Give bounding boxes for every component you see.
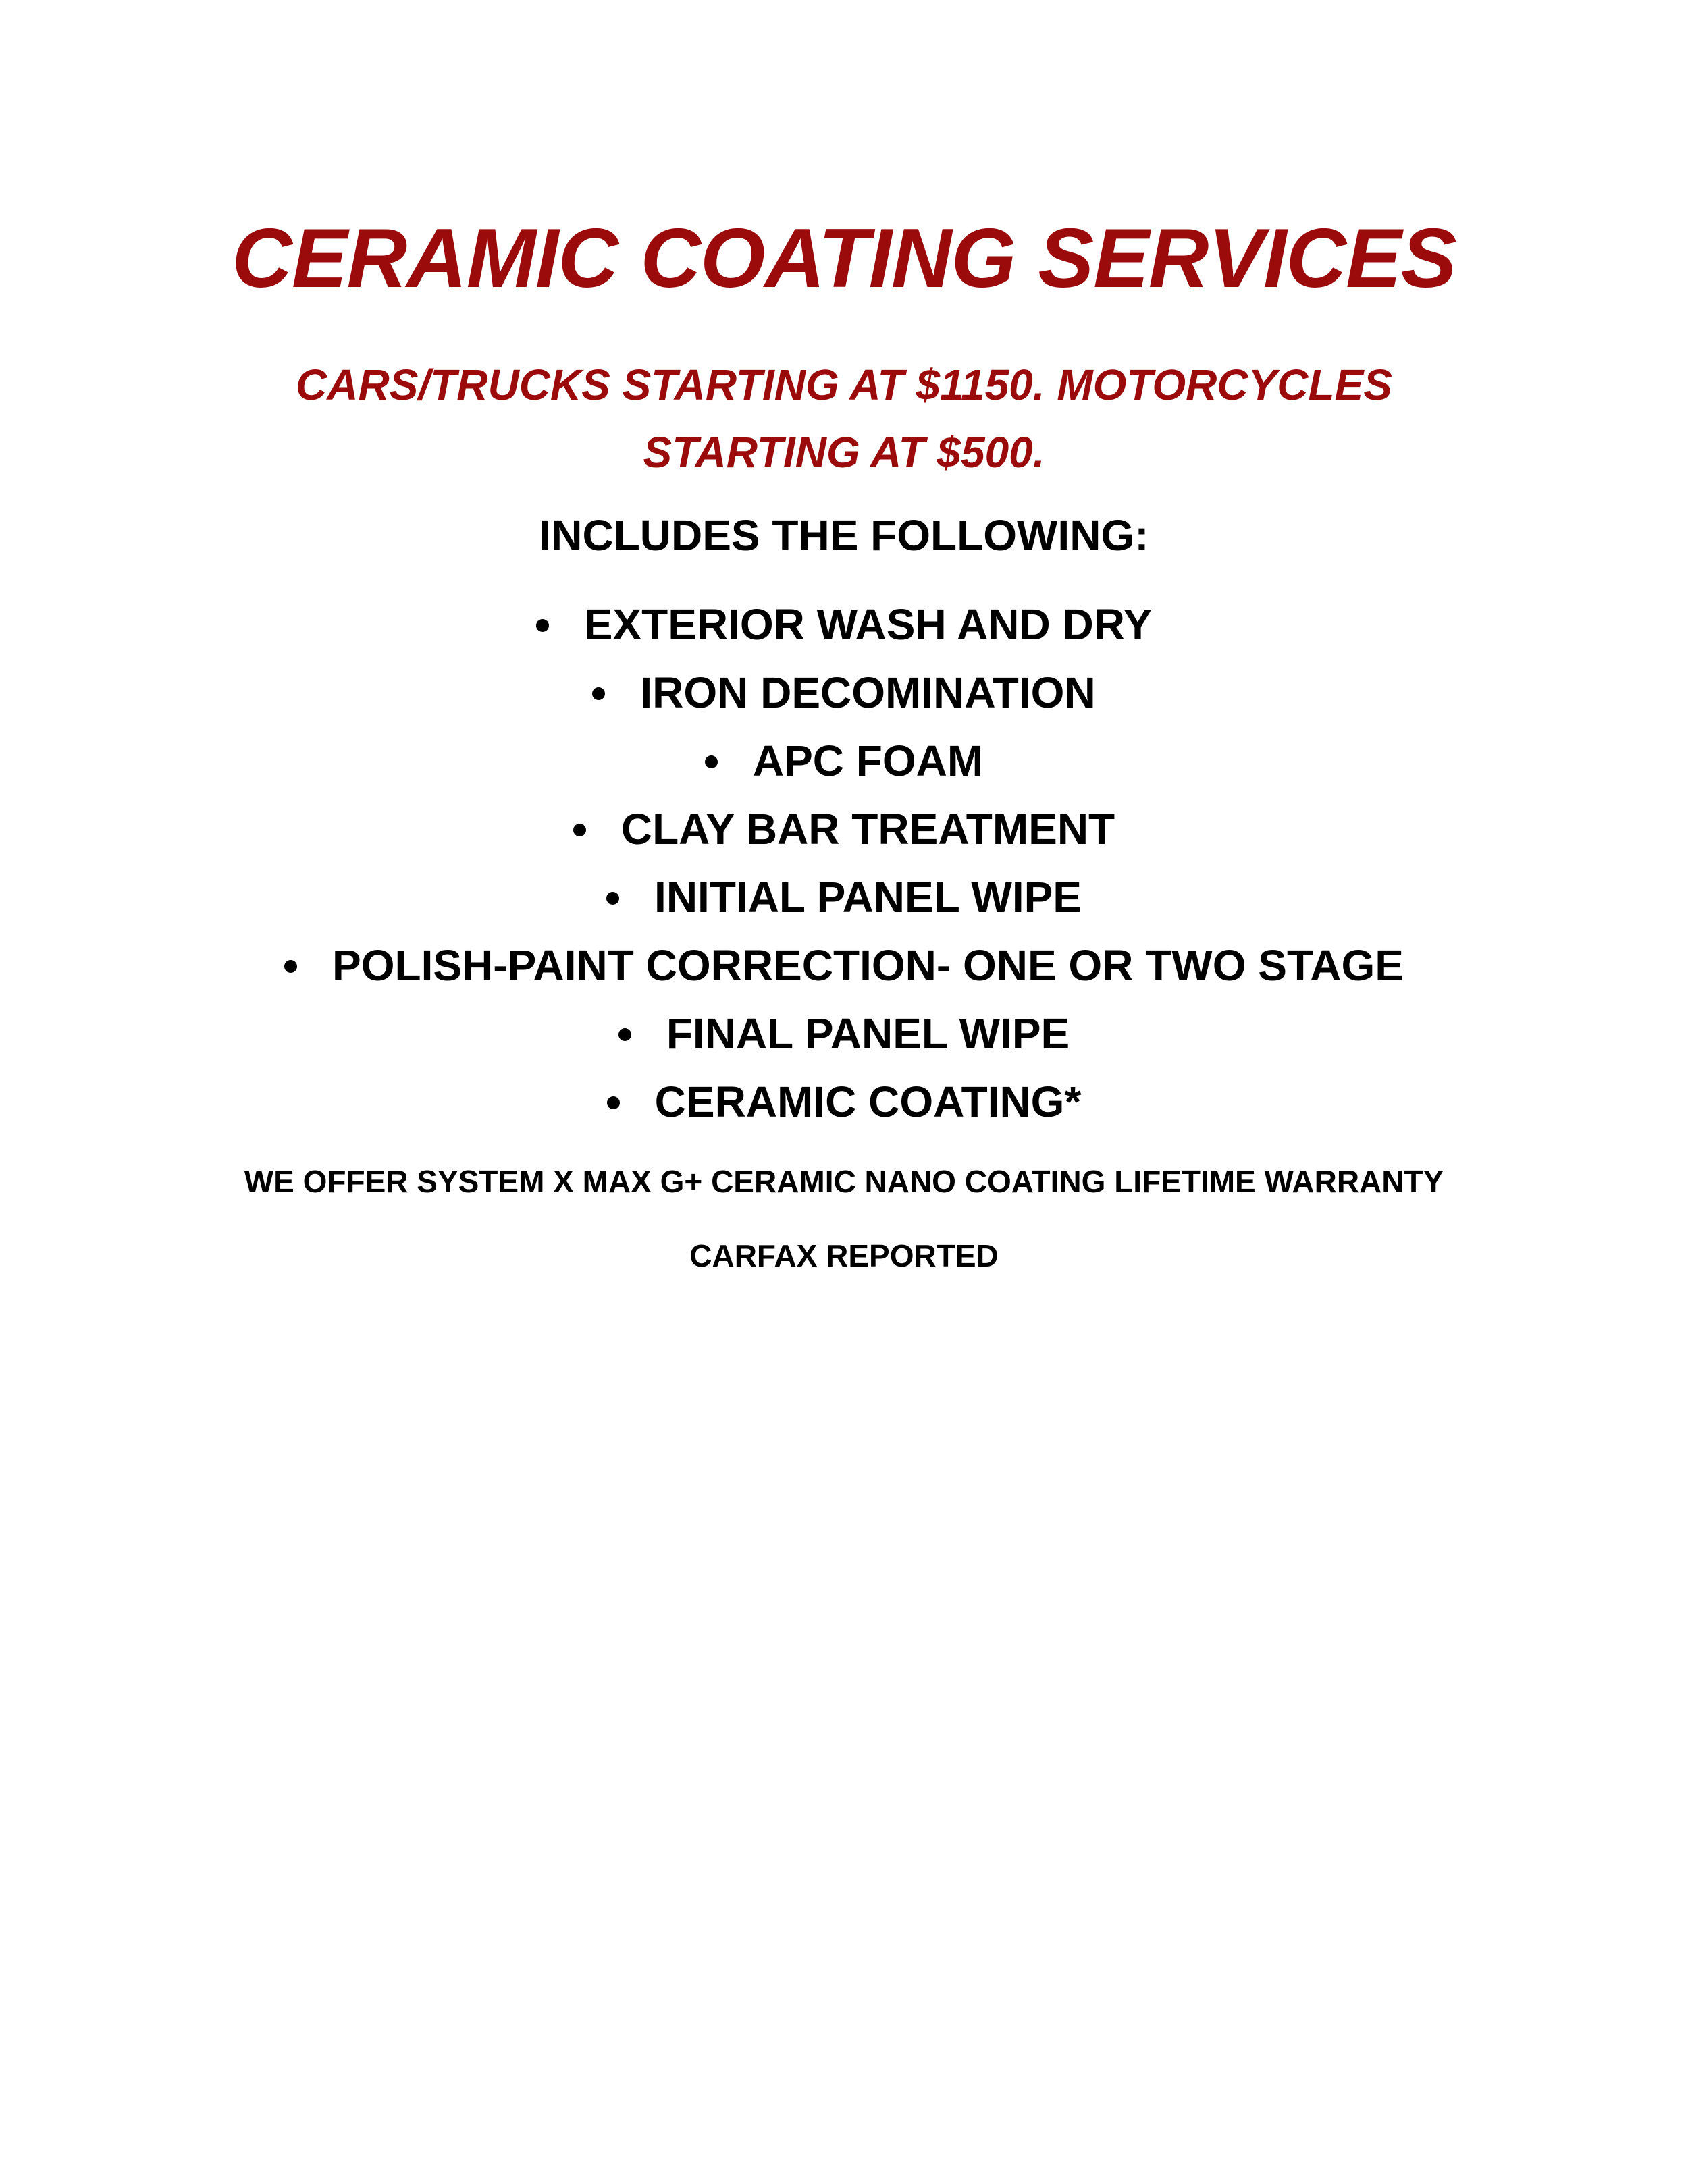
bullet-icon bbox=[618, 1028, 631, 1041]
list-item bbox=[0, 659, 1688, 727]
list-item bbox=[0, 795, 1688, 863]
list-item bbox=[0, 932, 1688, 1000]
list-item-label: IRON DECOMINATION bbox=[640, 668, 1096, 717]
carfax-note: CARFAX REPORTED bbox=[689, 1238, 999, 1273]
bullet-icon bbox=[607, 1096, 620, 1109]
list-item bbox=[0, 727, 1688, 795]
bullet-icon bbox=[573, 824, 586, 836]
warranty-offer: WE OFFER SYSTEM X MAX G+ CERAMIC NANO COATING LIFETIME WARRANTY bbox=[244, 1164, 1444, 1199]
list-item bbox=[0, 1068, 1688, 1136]
list-item bbox=[0, 863, 1688, 932]
bullet-icon bbox=[592, 687, 605, 700]
list-item-label: APC FOAM bbox=[752, 737, 984, 785]
bullet-icon bbox=[705, 755, 718, 768]
bullet-icon bbox=[284, 960, 297, 973]
list-item-label: EXTERIOR WASH AND DRY bbox=[583, 600, 1153, 649]
page-title: CERAMIC COATING SERVICES bbox=[232, 212, 1456, 305]
list-item-label: CLAY BAR TREATMENT bbox=[621, 805, 1115, 853]
pricing-subtitle: CARS/TRUCKS STARTING AT $1150. MOTORCYCLES STARTING AT $500. bbox=[296, 361, 1392, 477]
list-item-label: FINAL PANEL WIPE bbox=[666, 1009, 1070, 1058]
bullet-icon bbox=[606, 892, 619, 905]
list-item bbox=[0, 591, 1688, 659]
list-item bbox=[0, 1000, 1688, 1068]
list-item-label: POLISH-PAINT CORRECTION- ONE OR TWO STAGE bbox=[332, 941, 1404, 990]
services-list bbox=[0, 591, 1688, 1136]
bullet-icon bbox=[536, 619, 549, 632]
list-item-label: INITIAL PANEL WIPE bbox=[654, 873, 1082, 922]
list-item-label: CERAMIC COATING* bbox=[654, 1077, 1082, 1126]
includes-heading: INCLUDES THE FOLLOWING: bbox=[539, 511, 1149, 560]
